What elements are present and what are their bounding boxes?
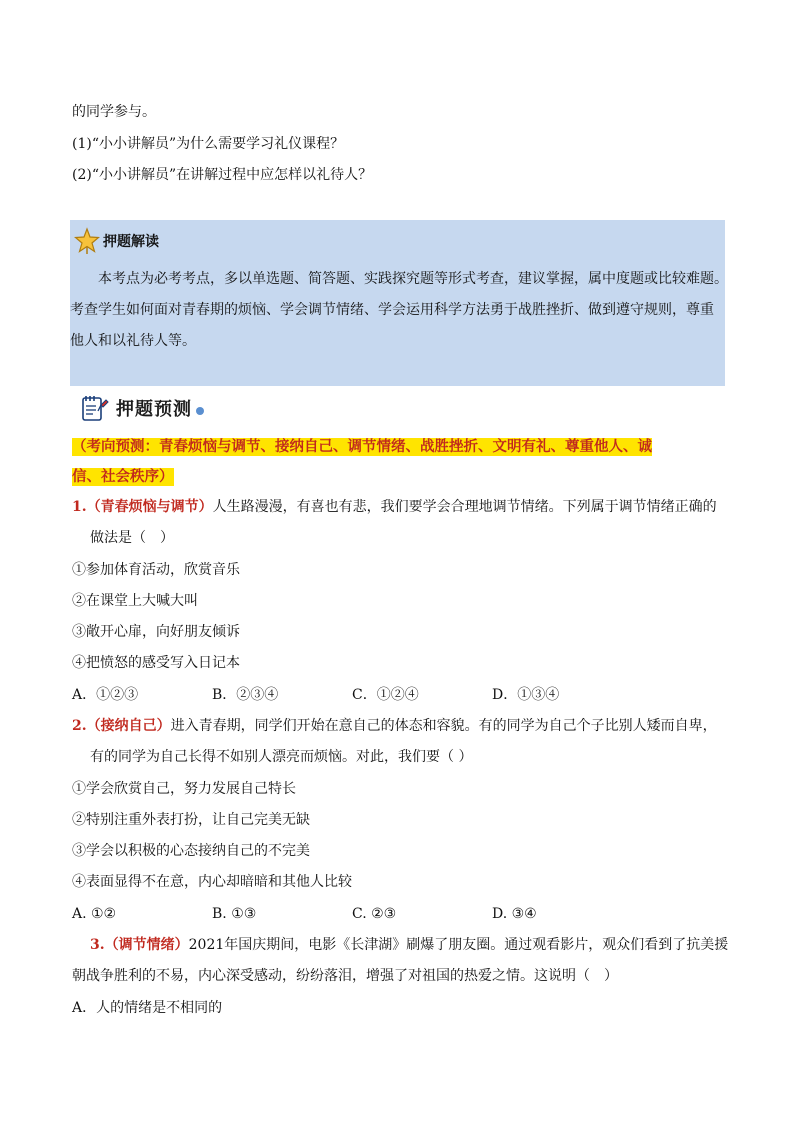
question-2-item: ②特别注重外表打扮，让自己完美无缺	[72, 812, 310, 828]
question-tag: （接纳自己）	[86, 718, 171, 734]
question-1-options	[72, 685, 632, 705]
question-1-item: ③敞开心扉，向好朋友倾诉	[72, 624, 240, 640]
question-2-stem-cont: 有的同学为自己长得不如别人漂亮而烦恼。对此，我们要（ ）	[90, 749, 473, 765]
question-number: 1.	[72, 499, 87, 515]
question-2-item: ③学会以积极的心态接纳自己的不完美	[72, 843, 310, 859]
question-text: 2021年国庆期间，电影《长津湖》刷爆了朋友圈。通过观看影片，观众们看到了抗美援	[188, 937, 729, 953]
question-number: 2.	[72, 718, 87, 734]
callout-body	[70, 264, 742, 357]
star-icon	[74, 227, 100, 255]
callout-header	[74, 227, 159, 255]
forecast-highlight: 信、社会秩序）	[72, 469, 174, 485]
intro-question-1: (1)“小小讲解员”为什么需要学习礼仪课程？	[72, 136, 345, 152]
intro-text: 的同学参与。	[72, 104, 156, 120]
prediction-title: 押题预测	[116, 399, 192, 420]
question-1-item: ①参加体育活动，欣赏音乐	[72, 562, 240, 578]
question-text: 进入青春期，同学们开始在意自己的体态和容貌。有的同学为自己个子比别人矮而自卑，	[170, 718, 717, 734]
question-3-stem-cont: 朝战争胜利的不易，内心深受感动，纷纷落泪，增强了对祖国的热爱之情。这说明（ ）	[72, 968, 618, 984]
question-1-stem-cont: 做法是（ ）	[90, 530, 174, 546]
option-c: C．①②④	[352, 687, 419, 703]
option-d: D. ③④	[492, 906, 537, 922]
question-1-item: ②在课堂上大喊大叫	[72, 593, 198, 609]
question-3-stem	[90, 935, 728, 955]
question-1-stem	[72, 497, 717, 517]
question-2-stem	[72, 716, 717, 736]
option-b: B. ①③	[212, 906, 257, 922]
option-d: D．①③④	[492, 687, 560, 703]
option-a: A. ①②	[72, 906, 117, 922]
question-2-options	[72, 904, 632, 924]
question-1-item: ④把愤怒的感受写入日记本	[72, 655, 240, 671]
prediction-header	[80, 393, 204, 423]
bullet-dot-icon	[196, 407, 204, 415]
callout-line: 他人和以礼待人等。	[70, 333, 196, 349]
question-tag: （青春烦恼与调节）	[86, 499, 213, 515]
question-2-item: ④表面显得不在意，内心却暗暗和其他人比较	[72, 874, 352, 890]
callout-line: 本考点为必考考点，多以单选题、简答题、实践探究题等形式考查，建议掌握，属中度题或比较难题。	[98, 271, 728, 287]
forecast-line-2	[72, 466, 174, 488]
option-a: A．①②③	[72, 687, 139, 703]
callout-title: 押题解读	[103, 234, 159, 250]
question-2-item: ①学会欣赏自己，努力发展自己特长	[72, 781, 296, 797]
question-text: 人生路漫漫，有喜也有悲，我们要学会合理地调节情绪。下列属于调节情绪正确的	[212, 499, 717, 515]
analysis-callout	[70, 220, 728, 386]
question-3-option-a: A．人的情绪是不相同的	[72, 1000, 223, 1016]
option-b: B．②③④	[212, 687, 279, 703]
callout-line: 考查学生如何面对青春期的烦恼、学会调节情绪、学会运用科学方法勇于战胜挫折、做到遵守规则，尊重	[70, 302, 714, 318]
forecast-highlight: （考向预测：青春烦恼与调节、接纳自己、调节情绪、战胜挫折、文明有礼、尊重他人、诚	[72, 439, 652, 455]
forecast-line-1	[72, 436, 652, 458]
intro-question-2: (2)“小小讲解员”在讲解过程中应怎样以礼待人？	[72, 167, 373, 183]
notepad-pencil-icon	[80, 393, 110, 423]
question-tag: （调节情绪）	[104, 937, 189, 953]
option-c: C. ②③	[352, 906, 397, 922]
question-number: 3.	[90, 937, 105, 953]
